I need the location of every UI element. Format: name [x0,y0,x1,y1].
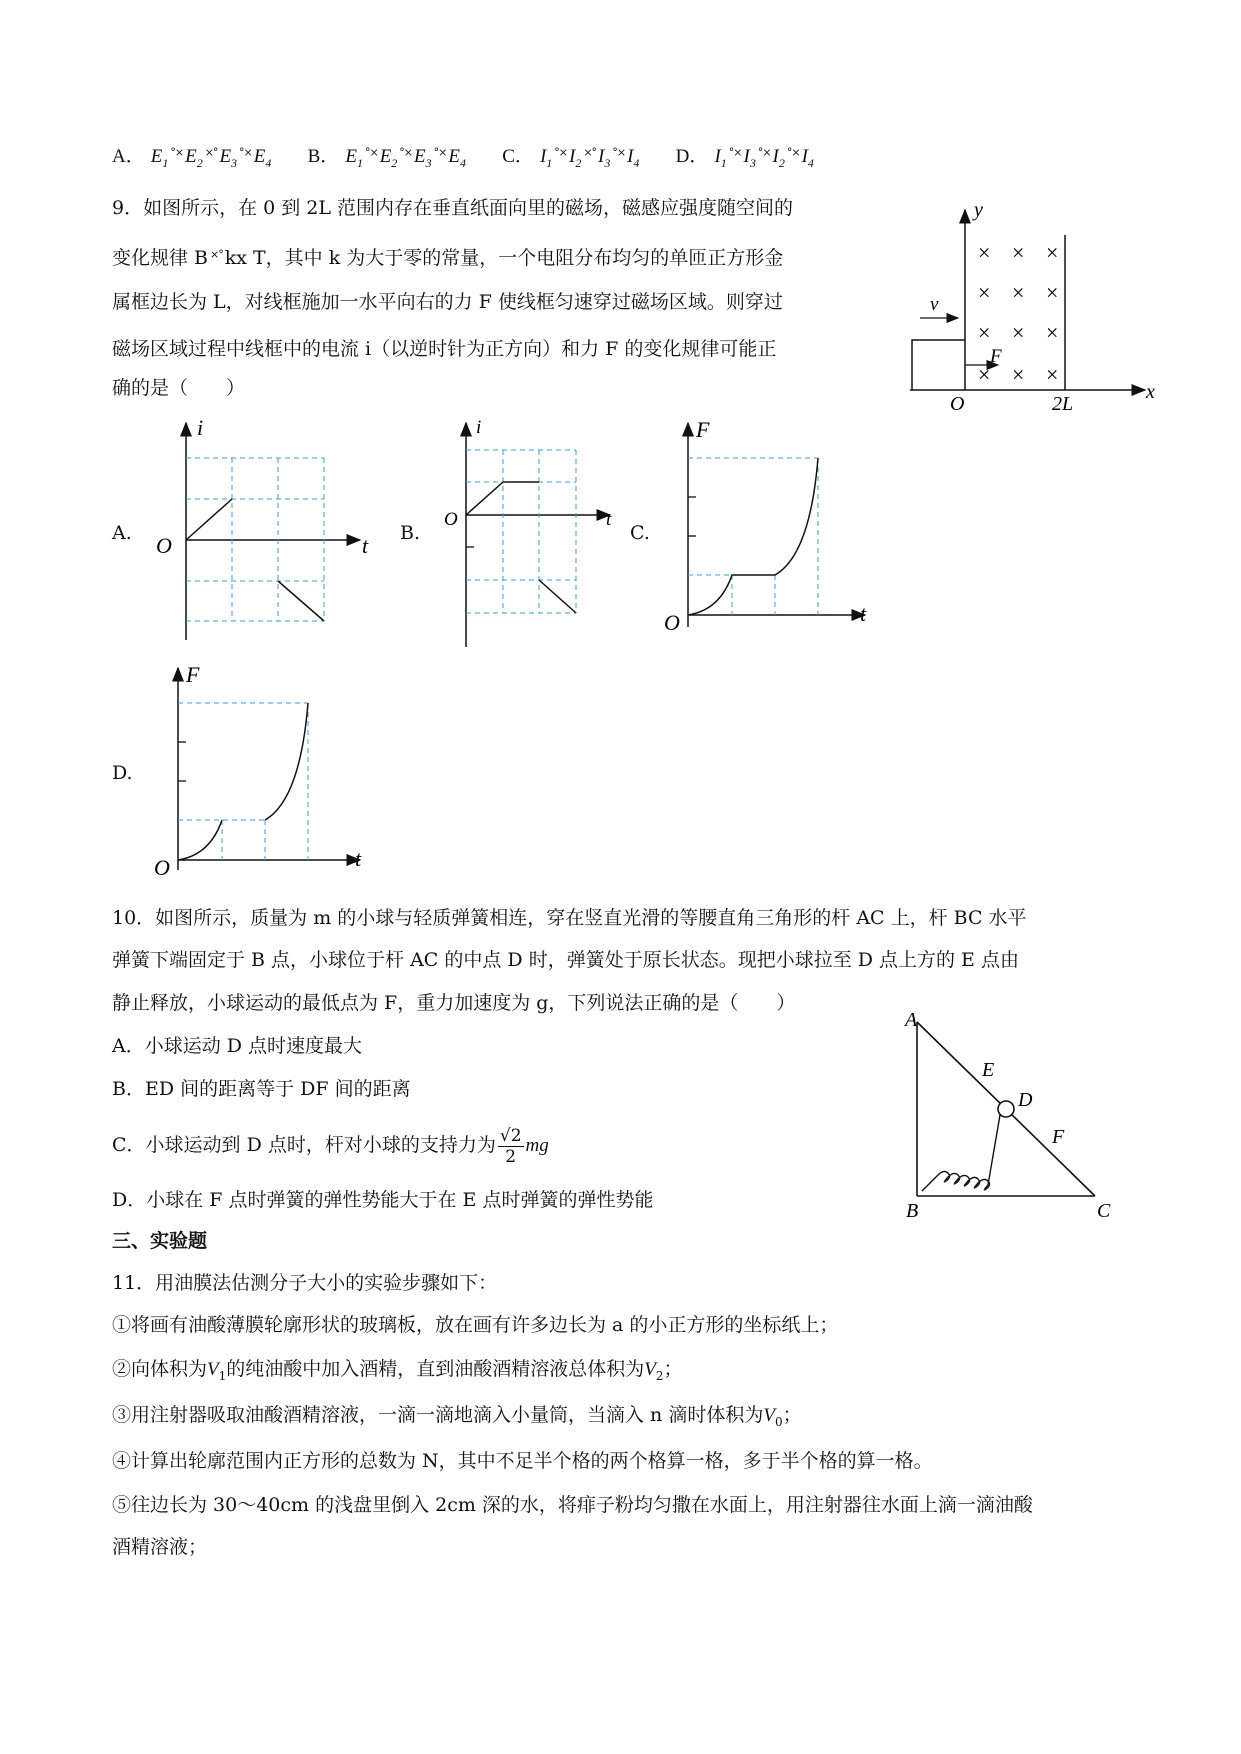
q9-fig-frame [912,340,965,390]
q10-line-2: 弹簧下端固定于 B 点，小球位于杆 AC 的中点 D 时，弹簧处于原长状态。现把小球拉至 D 点上方的 E 点由 [112,949,1019,971]
q10-label-e: E [982,1059,995,1081]
q9-graph-a-origin: O [156,533,172,558]
q9-graph-b-origin: O [444,509,458,530]
q10-label-a: A [905,1010,918,1031]
q8-option-c-label: C． [502,146,534,167]
section-title-experiment: 三、实验题 [112,1230,208,1252]
q10-option-b: B．ED 间的距离等于 DF 间的距离 [112,1078,411,1100]
q9-line-2: 变化规律 B ×° kx T，其中 k 为大于零的常量，一个电阻分布均匀的单匝正方形金 [112,247,784,269]
q9-option-c-label: C. [630,522,650,544]
q9-graph-b-xaxis: t [606,509,612,530]
q10-option-c: C．小球运动到 D 点时，杆对小球的支持力为 $\frac{√2}{2}$ mg [112,1125,549,1167]
q9-field-figure [890,200,1160,410]
svg-text:×: × [1012,240,1025,265]
q9-graph-a-xaxis: t [362,533,369,558]
q10-label-d: D [1018,1089,1033,1111]
q9-fig-origin: O [950,393,965,410]
q9-graph-d-yaxis: F [186,662,200,687]
q9-fig-v-label: v [930,294,939,315]
q11-intro: 11．用油膜法估测分子大小的实验步骤如下： [112,1272,498,1294]
q9-graph-b-yaxis: i [476,417,482,438]
svg-text:×: × [1046,240,1059,265]
q9-line-5: 确的是（ ） [112,377,246,399]
svg-text:×: × [978,362,991,387]
q9-option-d-label: D. [112,762,133,784]
q9-graph-b [440,415,630,650]
q9-fig-2l: 2L [1052,393,1074,410]
q10-option-c-fraction: $\frac{√2}{2}$ [499,1125,522,1167]
q10-label-c: C [1097,1200,1111,1222]
q9-graph-c-xaxis: t [860,601,867,626]
q8-options-row: A． $E_1^{^\circ\times}$ $E_2^{\times^\circ}$ $E_3^{^\circ\times}$ $E_4$ B． $E_1^{^\circ\times}$ $E_2^{^\circ\times}$ $E_3^{^\circ\times}$ $E_4$ C． $I_1^{^\circ\times}$ $I_2^{\times^\circ}$ $I_3^{^\circ\times}$ $I_4$ D． $I_1^{^\circ\times}$ $I_3^{^\circ\times}$ $I_2^{^\circ\times}$ $I_4$ [112,146,814,170]
q9-graph-c-origin: O [664,610,680,635]
q9-graph-c [660,415,880,640]
q10-spring [922,1115,1000,1191]
q10-label-f: F [1052,1126,1065,1148]
q10-option-a: A．小球运动 D 点时速度最大 [112,1035,363,1057]
q9-graph-d-xaxis: t [355,846,362,871]
q9-fig-y-label: y [974,200,983,221]
q8-option-a-label: A． [112,146,145,167]
q9-fig-x-label: x [1146,381,1155,403]
q11-step-1: ①将画有油酸薄膜轮廓形状的玻璃板，放在画有许多边长为 a 的小正方形的坐标纸上； [112,1314,839,1336]
svg-text:×: × [1046,362,1059,387]
q9-graph-a-yaxis: i [197,415,204,440]
q8-option-d-label: D． [675,146,709,167]
svg-text:×: × [1012,280,1025,305]
q9-line-1: 9．如图所示，在 0 到 2L 范围内存在垂直纸面向里的磁场，磁感应强度随空间的 [112,197,794,219]
svg-text:×: × [1012,320,1025,345]
q9-line-4: 磁场区域过程中线框中的电流 i（以逆时针为正方向）和力 F 的变化规律可能正 [112,338,777,360]
q10-line-3: 静止释放，小球运动的最低点为 F，重力加速度为 g，下列说法正确的是（ ） [112,992,796,1014]
q10-ball [998,1101,1014,1117]
q9-fig-f-label: F [990,346,1002,367]
q11-step-3: ③用注射器吸取油酸酒精溶液，一滴一滴地滴入小量筒，当滴入 n 滴时体积为$V_0$； [112,1404,802,1429]
q9-line-3: 属框边长为 L，对线框施加一水平向右的力 F 使线框匀速穿过磁场区域。则穿过 [112,291,783,313]
q10-label-b: B [906,1200,919,1222]
svg-text:×: × [1046,320,1059,345]
svg-text:×: × [978,280,991,305]
q9-option-a-label: A. [112,522,132,544]
q10-triangle-figure [900,1010,1130,1225]
q8-option-b-label: B． [307,146,340,167]
q9-graph-d [150,660,380,885]
q11-step-5-line-1: ⑤往边长为 30～40cm 的浅盘里倒入 2cm 深的水，将痱子粉均匀撒在水面上，用注射器往水面上滴一滴油酸 [112,1494,1033,1516]
q10-line-1: 10．如图所示，质量为 m 的小球与轻质弹簧相连，穿在竖直光滑的等腰直角三角形的杆 AC 上，杆 BC 水平 [112,907,1027,929]
q11-step-5-line-2: 酒精溶液； [112,1536,208,1558]
q9-graph-c-yaxis: F [696,417,710,442]
q10-option-d: D．小球在 F 点时弹簧的弹性势能大于在 E 点时弹簧的弹性势能 [112,1189,654,1211]
svg-text:×: × [978,320,991,345]
svg-text:×: × [978,240,991,265]
q11-step-2: ②向体积为$V_1$的纯油酸中加入酒精，直到油酸酒精溶液总体积为$V_2$； [112,1358,683,1383]
q11-step-4: ④计算出轮廓范围内正方形的总数为 N，其中不足半个格的两个格算一格，多于半个格的算一格。 [112,1450,933,1472]
svg-text:×: × [1046,280,1059,305]
svg-text:×: × [1012,362,1025,387]
q9-graph-a [150,415,380,645]
q9-graph-d-origin: O [154,855,170,880]
q9-option-b-label: B. [400,522,421,544]
